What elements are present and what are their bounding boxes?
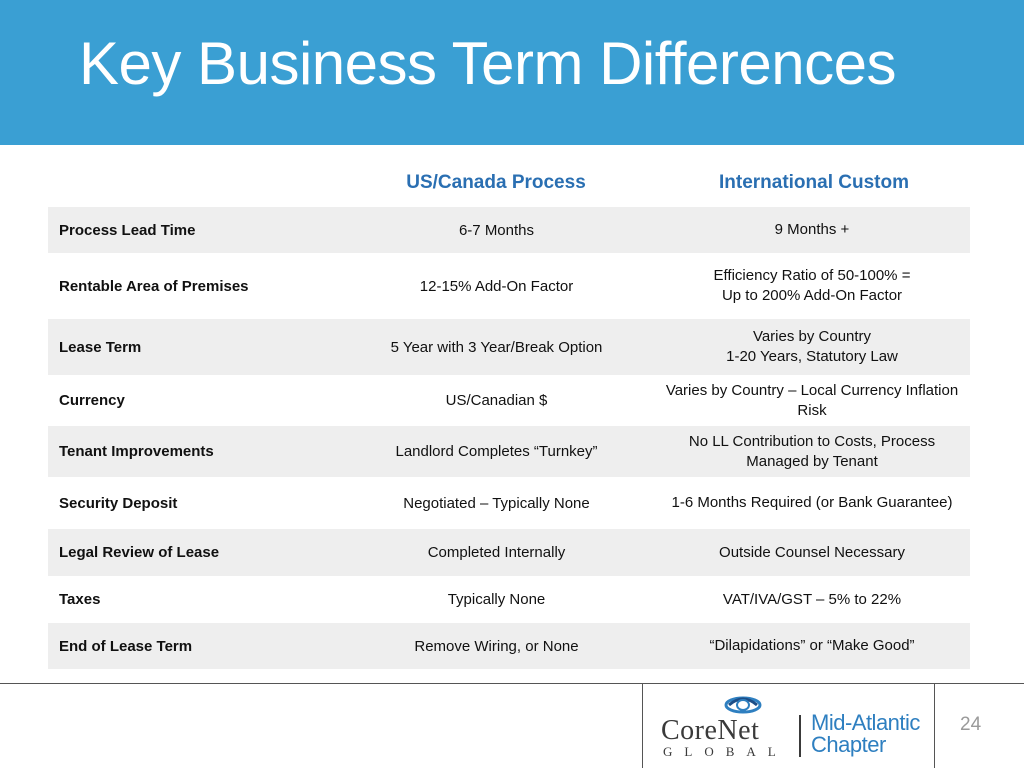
table-row — [48, 207, 970, 253]
logo-chapter-text — [811, 712, 920, 756]
row-label: Rentable Area of Premises — [59, 277, 249, 295]
international-value: No LL Contribution to Costs, Process Managed by Tenant — [688, 432, 936, 470]
international-value — [654, 327, 970, 367]
row-label: Tenant Improvements — [59, 443, 214, 460]
us-canada-value: Completed Internally — [427, 544, 566, 561]
us-canada-value: 6-7 Months — [458, 221, 535, 239]
us-canada-value: 12-15% Add-On Factor — [419, 277, 574, 295]
row-label: End of Lease Term — [59, 637, 193, 655]
row-label: Taxes — [59, 591, 101, 608]
table-row — [48, 319, 970, 375]
comparison-table — [48, 207, 970, 669]
column-header-us-canada: US/Canada Process — [406, 172, 586, 193]
chapter-line: Chapter — [811, 732, 886, 757]
international-value-line: 9 Months + — [774, 221, 850, 238]
international-value — [654, 220, 970, 240]
international-value: Varies by Country – Local Currency Inflation Risk — [665, 381, 959, 419]
international-value-line: Up to 200% Add-On Factor — [721, 287, 903, 304]
us-canada-value: Remove Wiring, or None — [414, 637, 579, 655]
title-banner — [0, 0, 1024, 145]
row-label: Currency — [59, 392, 125, 409]
slide-title: Key Business Term Differences — [79, 30, 896, 97]
table-row — [48, 477, 970, 529]
row-label: Lease Term — [59, 338, 142, 356]
international-value-line: 1-20 Years, Statutory Law — [726, 348, 898, 365]
table-row — [48, 529, 970, 576]
column-header-international: International Custom — [718, 172, 909, 193]
table-row — [48, 375, 970, 426]
us-canada-value: 5 Year with 3 Year/Break Option — [390, 338, 603, 356]
logo-global-text: GLOBAL — [663, 744, 788, 759]
international-value-line: Varies by Country — [752, 328, 872, 345]
us-canada-value: Negotiated – Typically None — [403, 494, 590, 512]
international-value: VAT/IVA/GST – 5% to 22% — [722, 590, 902, 608]
logo-divider — [799, 715, 801, 757]
international-value: 1-6 Months Required (or Bank Guarantee) — [671, 494, 953, 511]
row-label: Security Deposit — [59, 494, 178, 512]
logo-wordmark: CoreNet — [661, 715, 760, 746]
table-row — [48, 253, 970, 319]
corenet-logo — [659, 695, 929, 763]
footer-vertical-divider — [642, 684, 643, 768]
chapter-line: Mid-Atlantic — [811, 710, 920, 735]
footer-divider — [0, 683, 1024, 684]
table-row — [48, 426, 970, 477]
us-canada-value: Typically None — [447, 591, 546, 608]
us-canada-value: Landlord Completes “Turnkey” — [395, 443, 598, 460]
row-label: Process Lead Time — [59, 221, 196, 239]
corenet-swoosh-logo-icon — [721, 695, 765, 715]
international-value-line: Efficiency Ratio of 50-100% = — [713, 267, 911, 284]
page-number: 24 — [960, 714, 982, 735]
table-row — [48, 576, 970, 623]
footer-vertical-divider — [934, 684, 935, 768]
international-value — [654, 266, 970, 306]
us-canada-value: US/Canadian $ — [445, 392, 548, 409]
row-label: Legal Review of Lease — [59, 544, 220, 561]
international-value: “Dilapidations” or “Make Good” — [709, 637, 915, 654]
international-value: Outside Counsel Necessary — [719, 543, 905, 561]
table-row — [48, 623, 970, 669]
